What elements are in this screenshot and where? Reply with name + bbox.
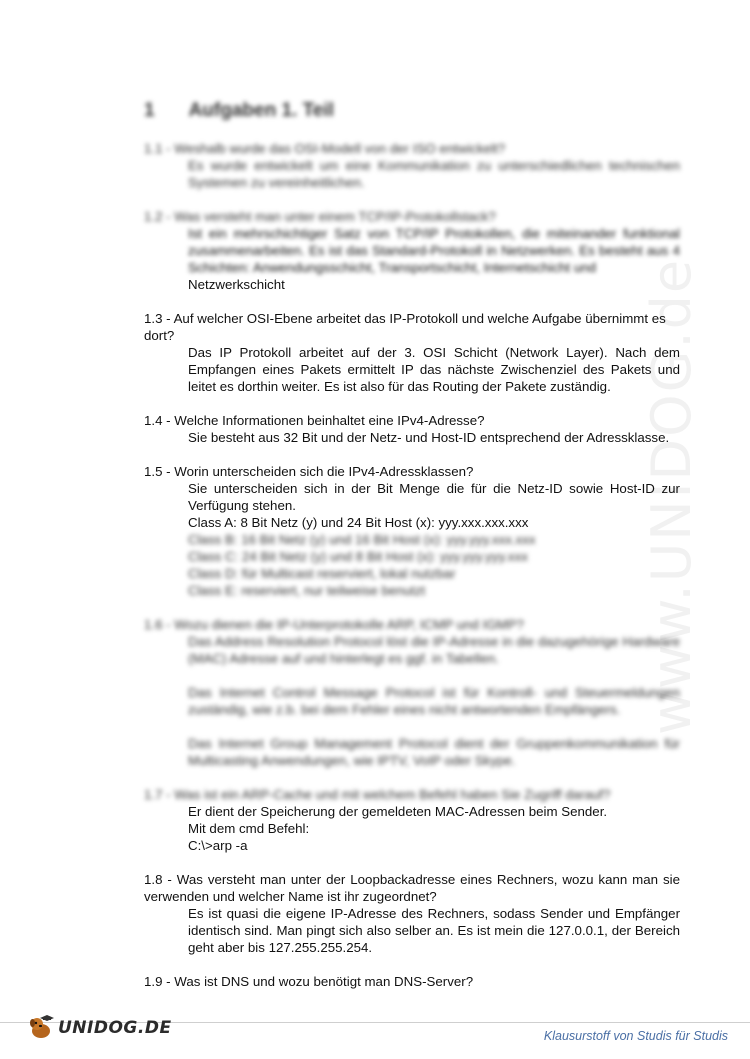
question-text: 1.5 - Worin unterscheiden sich die IPv4-Adressklassen? [144,464,474,479]
question-block-1-7 [144,786,680,854]
question-block-1-5 [144,463,680,599]
question-text: 1.4 - Welche Informationen beinhaltet eine IPv4-Adresse? [144,413,485,428]
answer-text: Es ist quasi die eigene IP-Adresse des Rechners, sodass Sender und Empfänger identisch sind. Man pingt sich also selber an. Es ist mein die 127.0.0.1, der Bereich geht aber bis 127.255.255.254. [188,906,680,955]
question-text: 1.9 - Was ist DNS und wozu benötigt man DNS-Server? [144,974,474,989]
answer-text: Sie besteht aus 32 Bit und der Netz- und Host-ID entsprechend der Adressklasse. [188,430,670,445]
question-block-1-3 [144,310,680,395]
question-block-1-9 [144,973,680,990]
question-text: 1.7 - Was ist ein ARP-Cache und mit welchem Befehl haben Sie Zugriff darauf? [144,787,611,802]
logo-text: UNIDOG.DE [58,1018,172,1038]
answer-text: Es wurde entwickelt um eine Kommunikation zu unterschiedlichen technischen Systemen zu vereinheitlichen. [188,158,680,190]
question-text: 1.3 - Auf welcher OSI-Ebene arbeitet das IP-Protokoll und welche Aufgabe übernimmt es dort? [144,311,666,343]
question-text: 1.2 - Was versteht man unter einem TCP/IP-Protokollstack? [144,209,496,224]
section-heading [144,100,334,122]
question-block-1-2 [144,208,680,293]
question-block-1-6 [144,616,680,769]
question-block-1-4 [144,412,680,446]
answer-text: Er dient der Speicherung der gemeldeten MAC-Adressen beim Sender. Mit dem cmd Befehl: C:\>arp -a [188,804,608,853]
answer-text: Das Address Resolution Protocol löst die IP-Adresse in die dazugehörige Hardware (MAC) Adresse auf und hinterlegt es ggf. in Tabellen. Das Internet Control Message Protocol ist für Kontroll- und Steuermeldungen zuständig, wie z.b. bei dem Fehler eines nicht antwortenden Empfängers. Das Internet Group Management Protocol dient der Gruppenkommunikation für Multicasting Anwendungen, wie IPTV, VoIP oder Skype. [188,634,680,768]
watermark: www.UNIDOG.de [640,257,703,735]
heading-title: Aufgaben 1. Teil [188,100,334,121]
footer-tagline: Klausurstoff von Studis für Studis [543,1029,728,1043]
question-text: 1.1 - Weshalb wurde das OSI-Modell von der ISO entwickelt? [144,141,506,156]
question-text: 1.8 - Was versteht man unter der Loopbackadresse eines Rechners, wozu kann man sie verwenden und welcher Name ist ihr zugeordnet? [144,872,680,904]
question-text: 1.6 - Wozu dienen die IP-Unterprotokolle ARP, ICMP und IGMP? [144,617,524,632]
answer-text: Ist ein mehrschichtiger Satz von TCP/IP Protokollen, die miteinander funktional zusammenarbeiten. Es ist das Standard-Protokoll in Netzwerken. Es besteht aus 4 Schichten: Anwendungsschicht, Transportschicht, Internetschicht und Netzwerkschicht [188,226,680,292]
question-block-1-1 [144,140,680,191]
content [144,140,680,990]
question-block-1-8 [144,871,680,956]
unidog-logo [28,1015,172,1041]
answer-text: Das IP Protokoll arbeitet auf der 3. OSI Schicht (Network Layer). Nach dem Empfangen eines Pakets ermittelt IP das nächste Zwischenziel des Pakets und leitet es dorthin weiter. Es ist also für das Routing der Pakete zuständig. [188,345,680,394]
heading-number: 1 [144,100,155,121]
answer-text: Sie unterscheiden sich in der Bit Menge die für die Netz-ID sowie Host-ID zur Verfügung stehen. Class A: 8 Bit Netz (y) und 24 Bit Host (x): yyy.xxx.xxx.xxx Class B: 16 Bit Netz (y) und 16 Bit Host (x): yyy.yyy.xxx.xxx Class C: 24 Bit Netz (y) und 8 Bit Host (x): yyy.yyy.yyy.xxx Class D: für Multicast reserviert, lokal nutzbar Class E: reserviert, nur teilweise benutzt [188,481,680,598]
dog-icon [28,1015,54,1041]
